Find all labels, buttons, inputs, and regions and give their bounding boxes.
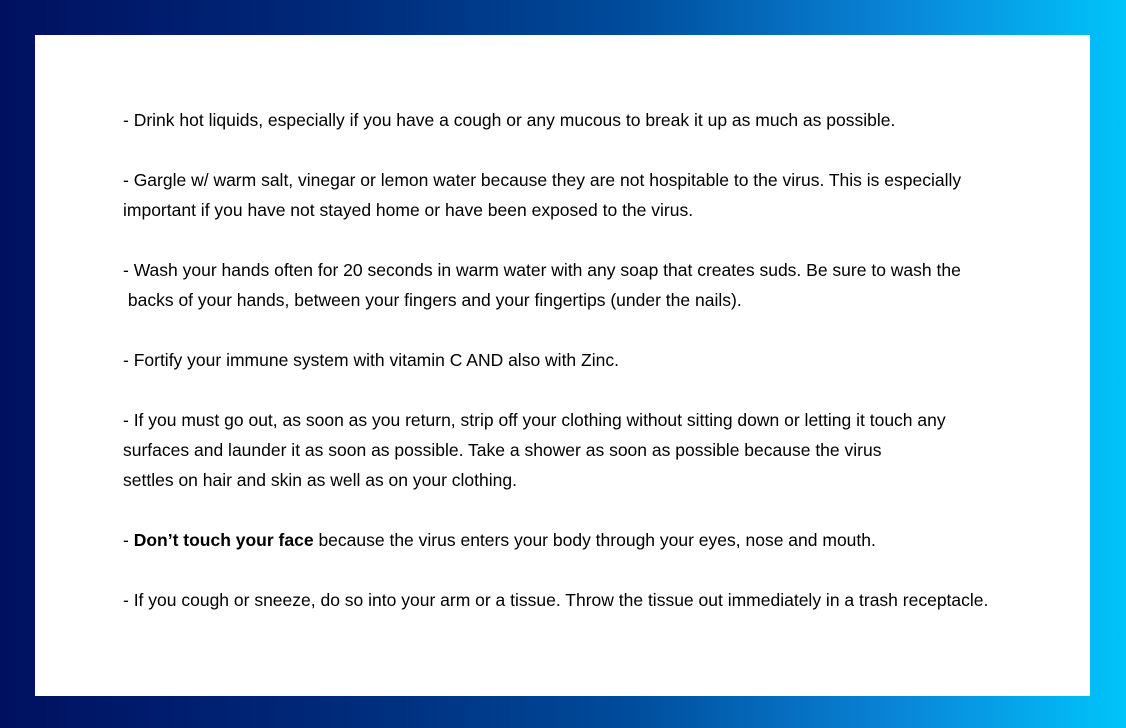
tip-line: - Wash your hands often for 20 seconds in warm water with any soap that creates suds. Be sure to wash the (123, 260, 961, 280)
tip-line: - If you must go out, as soon as you return, strip off your clothing without sitting down or letting it touch any (123, 410, 946, 430)
tip-dont-touch-face (123, 525, 1063, 555)
tips-list (123, 105, 1063, 615)
tip-line: settles on hair and skin as well as on your clothing. (123, 470, 517, 490)
tip-line: - Drink hot liquids, especially if you have a cough or any mucous to break it up as much as possible. (123, 110, 896, 130)
tip-cough-sneeze (123, 585, 1063, 615)
tip-line: - If you cough or sneeze, do so into your arm or a tissue. Throw the tissue out immediately in a trash receptacle. (123, 590, 989, 610)
tip-prefix: - (123, 530, 134, 550)
tip-rest: because the virus enters your body through your eyes, nose and mouth. (313, 530, 876, 550)
tip-immune-system (123, 345, 1063, 375)
tip-line: - Gargle w/ warm salt, vinegar or lemon water because they are not hospitable to the virus. This is especially (123, 170, 962, 190)
tip-line: backs of your hands, between your fingers and your fingertips (under the nails). (123, 290, 742, 310)
tip-hot-liquids (123, 105, 1063, 135)
tip-going-out (123, 405, 1063, 495)
tip-wash-hands (123, 255, 1063, 315)
tip-line: - Fortify your immune system with vitamin C AND also with Zinc. (123, 350, 619, 370)
tip-line: surfaces and launder it as soon as possible. Take a shower as soon as possible because the virus (123, 440, 882, 460)
tip-line: important if you have not stayed home or have been exposed to the virus. (123, 200, 694, 220)
tip-gargle (123, 165, 1063, 225)
content-card (35, 35, 1090, 696)
tip-emphasis: Don’t touch your face (133, 530, 314, 550)
